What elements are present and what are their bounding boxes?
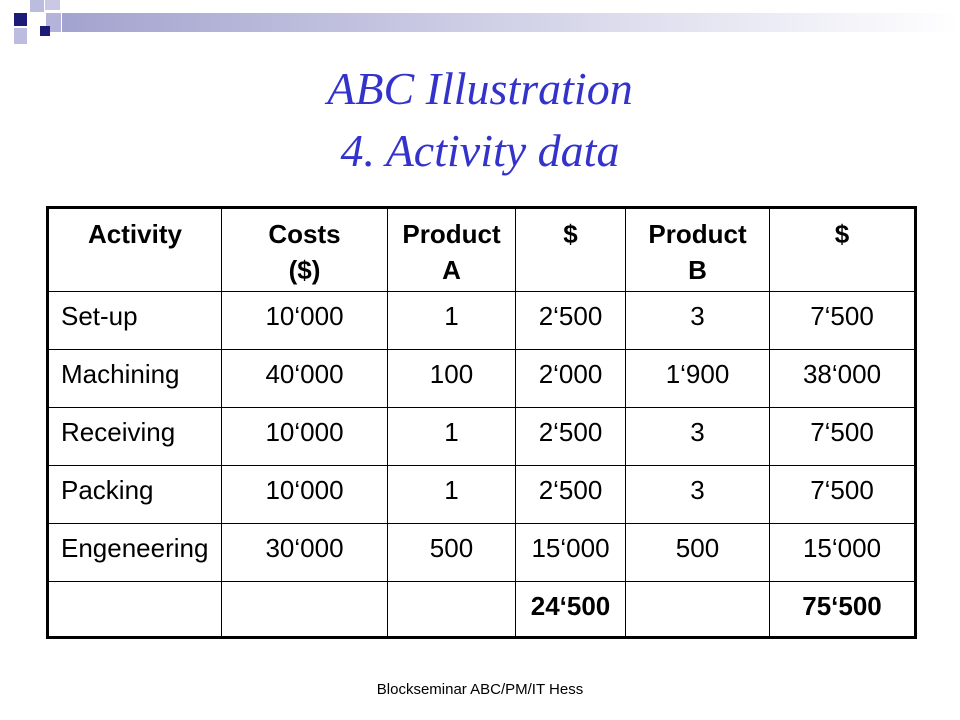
cell-product-b-amount: 7‘500 xyxy=(770,408,916,466)
cell-costs: 10‘000 xyxy=(222,408,388,466)
empty-cell xyxy=(222,582,388,638)
header-amount-a-label: $ xyxy=(563,219,578,249)
total-product-b-amount: 75‘500 xyxy=(770,582,916,638)
cell-product-a-amount: 2‘000 xyxy=(516,350,626,408)
table-row xyxy=(48,524,916,582)
slide-footer: Blockseminar ABC/PM/IT Hess xyxy=(376,681,584,698)
empty-cell xyxy=(626,582,770,638)
cell-product-a-amount: 2‘500 xyxy=(516,292,626,350)
header-costs-line-2: ($) xyxy=(288,255,321,285)
cell-product-a-quantity: 100 xyxy=(388,350,516,408)
cell-product-b-quantity: 500 xyxy=(626,524,770,582)
table-row xyxy=(48,292,916,350)
cell-product-b-quantity: 3 xyxy=(626,292,770,350)
cell-costs: 40‘000 xyxy=(222,350,388,408)
cell-costs: 10‘000 xyxy=(222,466,388,524)
totals-row xyxy=(48,582,916,638)
cell-activity: Machining xyxy=(48,350,222,408)
total-product-a-amount: 24‘500 xyxy=(516,582,626,638)
cell-product-b-amount: 38‘000 xyxy=(770,350,916,408)
activity-data-table xyxy=(46,206,917,639)
decor-square xyxy=(14,28,27,44)
header-product-b-line-2: B xyxy=(688,255,707,285)
cell-product-a-amount: 2‘500 xyxy=(516,466,626,524)
cell-costs: 30‘000 xyxy=(222,524,388,582)
empty-cell xyxy=(48,582,222,638)
header-product-b xyxy=(626,208,770,292)
decor-square xyxy=(14,13,27,26)
header-amount-b-label: $ xyxy=(834,219,850,249)
cell-product-b-amount: 7‘500 xyxy=(770,466,916,524)
cell-product-b-quantity: 3 xyxy=(626,466,770,524)
header-activity xyxy=(48,208,222,292)
cell-product-a-quantity: 1 xyxy=(388,408,516,466)
title-line-2: 4. Activity data xyxy=(340,125,620,176)
cell-activity: Set-up xyxy=(48,292,222,350)
header-activity-label: Activity xyxy=(88,219,182,249)
header-product-a xyxy=(388,208,516,292)
decor-square xyxy=(30,0,44,12)
cell-product-a-quantity: 1 xyxy=(388,466,516,524)
decor-square xyxy=(45,0,60,10)
cell-activity: Engeneering xyxy=(48,524,222,582)
table-header-row xyxy=(48,208,916,292)
table-row xyxy=(48,466,916,524)
cell-activity: Receiving xyxy=(48,408,222,466)
slide-title xyxy=(0,58,960,182)
header-product-b-line-1: Product xyxy=(648,219,747,249)
cell-product-b-quantity: 1‘900 xyxy=(626,350,770,408)
decor-square xyxy=(40,26,50,36)
decor-gradient-bar xyxy=(62,13,960,32)
table-row xyxy=(48,350,916,408)
cell-product-a-amount: 15‘000 xyxy=(516,524,626,582)
header-costs xyxy=(222,208,388,292)
cell-product-b-amount: 7‘500 xyxy=(770,292,916,350)
header-costs-line-1: Costs xyxy=(268,219,341,249)
empty-cell xyxy=(388,582,516,638)
header-amount-a xyxy=(516,208,626,292)
cell-product-a-quantity: 1 xyxy=(388,292,516,350)
cell-product-a-amount: 2‘500 xyxy=(516,408,626,466)
header-product-a-line-1: Product xyxy=(402,219,501,249)
header-product-a-line-2: A xyxy=(442,255,461,285)
table-row xyxy=(48,408,916,466)
cell-product-b-amount: 15‘000 xyxy=(770,524,916,582)
cell-activity: Packing xyxy=(48,466,222,524)
cell-costs: 10‘000 xyxy=(222,292,388,350)
title-line-1: ABC Illustration xyxy=(327,63,633,114)
header-amount-b xyxy=(770,208,916,292)
cell-product-a-quantity: 500 xyxy=(388,524,516,582)
cell-product-b-quantity: 3 xyxy=(626,408,770,466)
